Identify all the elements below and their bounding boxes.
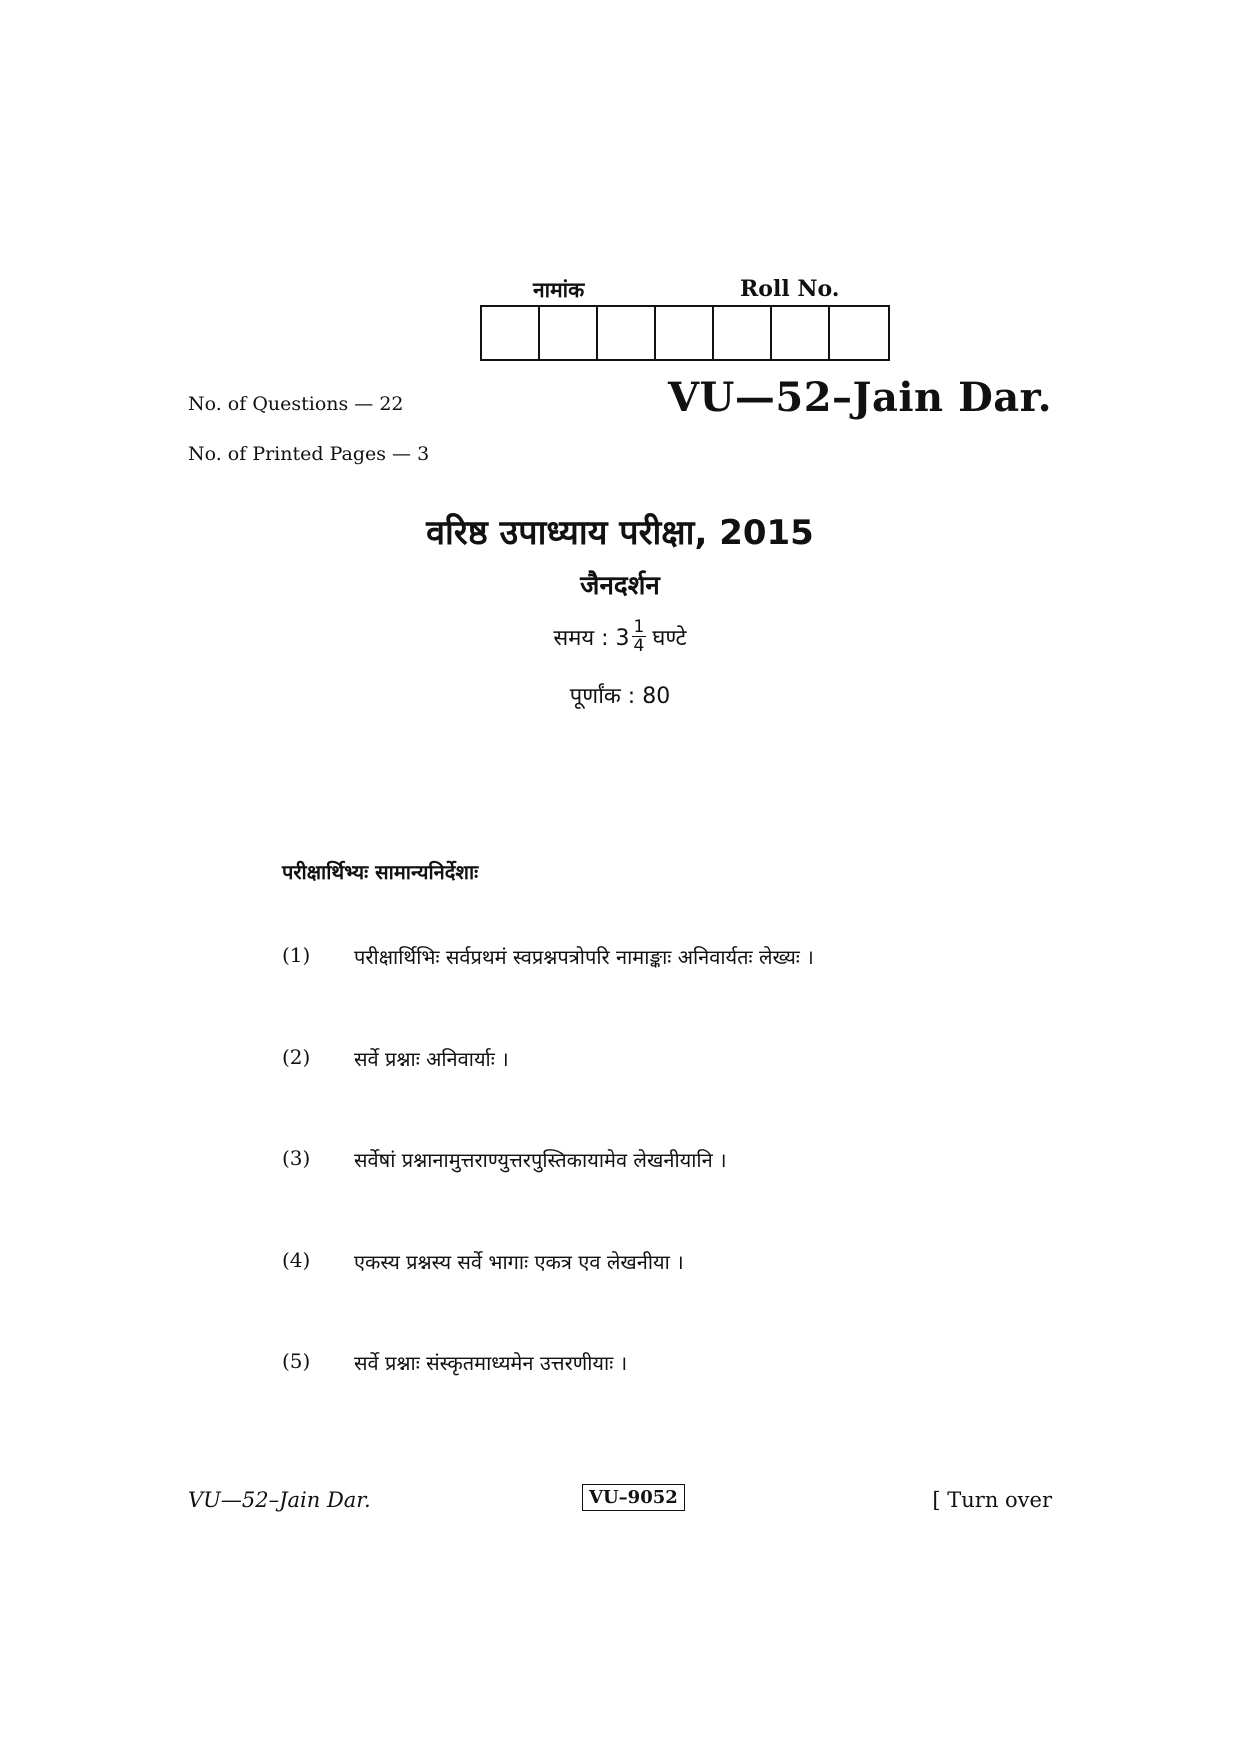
instruction-text: परीक्षार्थिभिः सर्वप्रथमं स्वप्रश्नपत्रोपरि नामाङ्काः अनिवार्यतः लेख्यः । — [354, 945, 814, 969]
exam-title: वरिष्ठ उपाध्याय परीक्षा, 2015 — [426, 513, 814, 553]
question-count: No. of Questions — 22 — [188, 393, 404, 415]
instruction-number: (2) — [282, 1045, 311, 1069]
instruction-text: एकस्य प्रश्नस्य सर्वे भागाः एकत्र एव लेखनीया । — [354, 1250, 684, 1274]
instruction-item — [282, 1349, 627, 1376]
instruction-number: (1) — [282, 943, 311, 967]
time-label: समय : 3 — [553, 625, 630, 651]
instruction-number: (5) — [282, 1349, 311, 1373]
instruction-number: (3) — [282, 1146, 311, 1170]
roll-box[interactable] — [772, 307, 830, 359]
time-fraction — [632, 618, 647, 655]
roll-box[interactable] — [656, 307, 714, 359]
roll-label-english: Roll No. — [740, 276, 840, 302]
max-marks: पूर्णांक : 80 — [569, 684, 671, 709]
instruction-number: (4) — [282, 1248, 311, 1272]
paper-code: VU—52–Jain Dar. — [667, 374, 1052, 421]
roll-box[interactable] — [714, 307, 772, 359]
fraction-numerator: 1 — [633, 617, 645, 637]
instruction-item — [282, 943, 814, 970]
roll-box[interactable] — [540, 307, 598, 359]
footer-paper-code: VU—52–Jain Dar. — [188, 1488, 371, 1512]
instruction-text: सर्वेषां प्रश्नानामुत्तराण्युत्तरपुस्तिकायामेव लेखनीयानि । — [354, 1148, 727, 1172]
instruction-item — [282, 1045, 509, 1072]
turn-over-note: [ Turn over — [932, 1488, 1052, 1512]
exam-time — [0, 618, 1240, 655]
roll-label-hindi: नामांक — [533, 278, 585, 302]
instruction-text: सर्वे प्रश्नाः संस्कृतमाध्यमेन उत्तरणीयाः । — [354, 1351, 628, 1375]
footer-series-code: VU–9052 — [582, 1484, 685, 1511]
roll-number-boxes — [480, 305, 890, 361]
roll-box[interactable] — [482, 307, 540, 359]
printed-pages: No. of Printed Pages — 3 — [188, 443, 430, 465]
instruction-text: सर्वे प्रश्नाः अनिवार्याः । — [354, 1047, 509, 1071]
time-unit: घण्टे — [652, 625, 687, 651]
roll-box[interactable] — [830, 307, 888, 359]
roll-box[interactable] — [598, 307, 656, 359]
instructions-heading: परीक्षार्थिभ्यः सामान्यनिर्देशाः — [282, 860, 479, 884]
exam-subject: जैनदर्शन — [580, 571, 660, 601]
instruction-item — [282, 1248, 684, 1275]
instruction-item — [282, 1146, 727, 1173]
fraction-denominator: 4 — [633, 636, 645, 656]
